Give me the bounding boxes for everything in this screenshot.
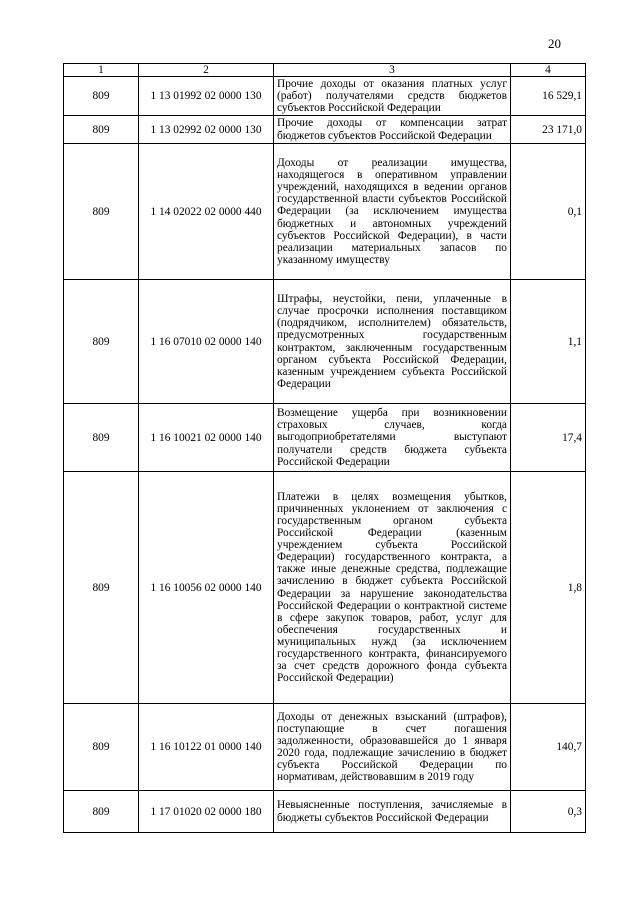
column-header-3: 3 xyxy=(274,64,511,77)
admin-code-cell: 809 xyxy=(64,144,139,280)
budget-code-cell: 1 16 10122 01 0000 140 xyxy=(139,704,274,791)
budget-code-cell: 1 13 01992 02 0000 130 xyxy=(139,77,274,116)
description-cell: Штрафы, неустойки, пени, уплаченные в случае просрочки исполнения поставщиком (подрядчиком, исполнителем) обязательств, предусмотренных государственным контрактом, заключенным государственным органом субъекта Российской Федерации, казенным учреждением субъекта Российской Федерации xyxy=(274,280,511,404)
admin-code-cell: 809 xyxy=(64,704,139,791)
amount-cell: 0,3 xyxy=(511,791,586,833)
admin-code-cell: 809 xyxy=(64,472,139,704)
description-cell: Прочие доходы от компенсации затрат бюджетов субъектов Российской Федерации xyxy=(274,116,511,144)
description-cell: Возмещение ущерба при возникновении страховых случаев, когда выгодоприобретателями выступают получатели средств бюджета субъекта Российской Федерации xyxy=(274,404,511,472)
amount-cell: 0,1 xyxy=(511,144,586,280)
amount-cell: 16 529,1 xyxy=(511,77,586,116)
amount-cell: 17,4 xyxy=(511,404,586,472)
description-cell: Доходы от реализации имущества, находящегося в оперативном управлении учреждений, находящихся в ведении органов государственной власти субъектов Российской Федерации (за исключением имущества бюджетных и автономных учреждений субъектов Российской Федерации), в части реализации материальных запасов по указанному имуществу xyxy=(274,144,511,280)
budget-code-cell: 1 13 02992 02 0000 130 xyxy=(139,116,274,144)
budget-code-cell: 1 17 01020 02 0000 180 xyxy=(139,791,274,833)
budget-code-cell: 1 16 10021 02 0000 140 xyxy=(139,404,274,472)
budget-code-cell: 1 16 10056 02 0000 140 xyxy=(139,472,274,704)
column-header-2: 2 xyxy=(139,64,274,77)
page-number: 20 xyxy=(548,36,561,51)
description-cell: Невыясненные поступления, зачисляемые в бюджеты субъектов Российской Федерации xyxy=(274,791,511,833)
table-row xyxy=(64,280,586,404)
description-cell: Доходы от денежных взысканий (штрафов), поступающие в счет погашения задолженности, образовавшейся до 1 января 2020 года, подлежащие зачислению в бюджет субъекта Российской Федерации по нормативам, действовавшим в 2019 году xyxy=(274,704,511,791)
table-row xyxy=(64,77,586,116)
revenue-table xyxy=(63,63,586,833)
admin-code-cell: 809 xyxy=(64,404,139,472)
header-row xyxy=(64,64,586,77)
admin-code-cell: 809 xyxy=(64,280,139,404)
table-row xyxy=(64,144,586,280)
admin-code-cell: 809 xyxy=(64,116,139,144)
column-header-1: 1 xyxy=(64,64,139,77)
table-row xyxy=(64,404,586,472)
amount-cell: 140,7 xyxy=(511,704,586,791)
column-header-4: 4 xyxy=(511,64,586,77)
budget-code-cell: 1 14 02022 02 0000 440 xyxy=(139,144,274,280)
description-cell: Прочие доходы от оказания платных услуг (работ) получателями средств бюджетов субъектов Российской Федерации xyxy=(274,77,511,116)
admin-code-cell: 809 xyxy=(64,77,139,116)
table-row xyxy=(64,116,586,144)
table-row xyxy=(64,704,586,791)
description-cell: Платежи в целях возмещения убытков, причиненных уклонением от заключения с государственным органом субъекта Российской Федерации (казенным учреждением субъекта Российской Федерации) государственного контракта, а также иные денежные средства, подлежащие зачислению в бюджет субъекта Российской Федерации за нарушение законодательства Российской Федерации о контрактной системе в сфере закупок товаров, работ, услуг для обеспечения государственных и муниципальных нужд (за исключением государственного контракта, финансируемого за счет средств дорожного фонда субъекта Российской Федерации) xyxy=(274,472,511,704)
budget-code-cell: 1 16 07010 02 0000 140 xyxy=(139,280,274,404)
amount-cell: 23 171,0 xyxy=(511,116,586,144)
amount-cell: 1,1 xyxy=(511,280,586,404)
table-row xyxy=(64,791,586,833)
amount-cell: 1,8 xyxy=(511,472,586,704)
admin-code-cell: 809 xyxy=(64,791,139,833)
table-row xyxy=(64,472,586,704)
